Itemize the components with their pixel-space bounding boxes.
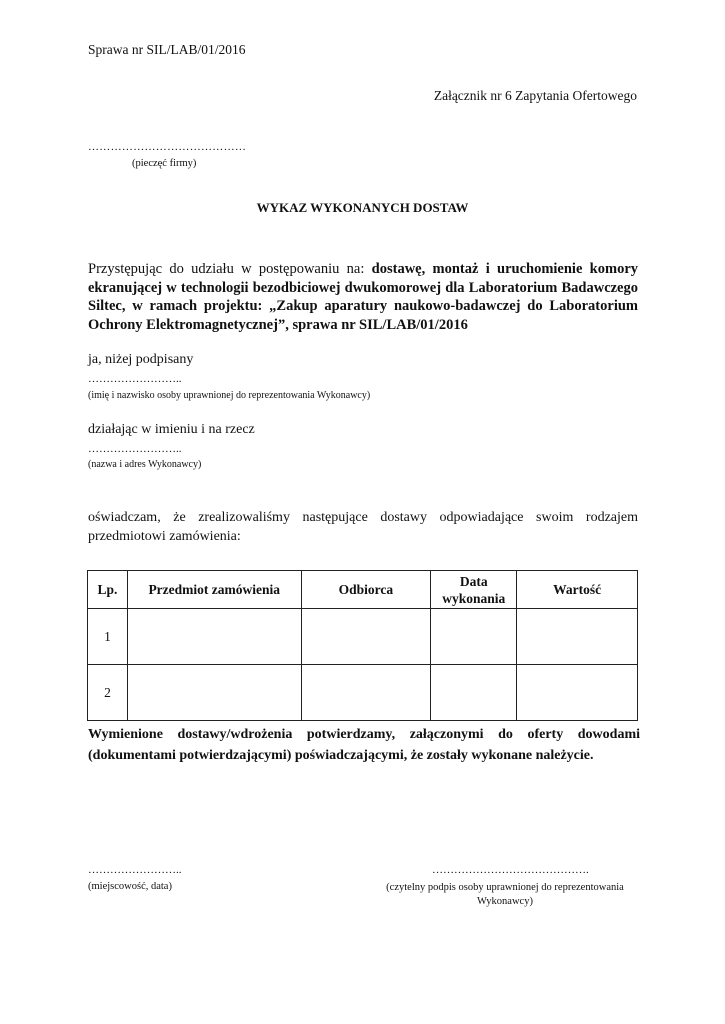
header-recipient: Odbiorca (301, 571, 431, 609)
header-date: Data wykonania (431, 571, 517, 609)
cell-recipient[interactable] (301, 609, 431, 665)
cell-subject[interactable] (127, 665, 301, 721)
intro-lead: Przystępując do udziału w postępowaniu na: (88, 261, 372, 277)
table-row (88, 665, 638, 721)
cell-recipient[interactable] (301, 665, 431, 721)
signer-label: ja, niżej podpisany (88, 352, 194, 367)
intro-subject: dostawę, montaż i uruchomienie komory ekranującej w technologii bezodbiciowej dwukomorowej dla Laboratorium Badawczego Siltec, w ramach projektu: „Zakup aparatury naukowo-badawczej do Laboratorium Ochrony Elektromagnetycznej”, sprawa nr SIL/LAB/01/2016 (88, 261, 639, 333)
signer-caption: (imię i nazwisko osoby uprawnionej do reprezentowania Wykonawcy) (88, 390, 371, 401)
cell-lp: 2 (88, 665, 128, 721)
cell-value[interactable] (517, 609, 638, 665)
place-date-field[interactable]: …………………….. (88, 864, 182, 876)
statement-paragraph: oświadczam, że zrealizowaliśmy następujące dostawy odpowiadające swoim rodzajem przedmiotowi zamówienia: (88, 510, 638, 544)
table-header-row (88, 571, 638, 609)
acting-label: działając w imieniu i na rzecz (88, 422, 255, 437)
cell-value[interactable] (517, 665, 638, 721)
signer-name-field[interactable]: …………………….. (88, 373, 182, 385)
company-stamp-caption: (pieczęć firmy) (132, 158, 197, 169)
annex-label: Załącznik nr 6 Zapytania Ofertowego (433, 88, 637, 103)
cell-date[interactable] (431, 609, 517, 665)
cell-date[interactable] (431, 665, 517, 721)
cell-lp: 1 (88, 609, 128, 665)
contractor-name-field[interactable]: …………………….. (88, 443, 182, 455)
header-lp: Lp. (88, 571, 128, 609)
signature-caption: (czytelny podpis osoby uprawnionej do reprezentowania Wykonawcy) (386, 882, 624, 907)
place-date-caption: (miejscowość, data) (88, 881, 172, 892)
case-reference: Sprawa nr SIL/LAB/01/2016 (88, 42, 246, 57)
intro-paragraph (88, 260, 638, 334)
signature-field[interactable]: ……………………………………. (432, 864, 589, 876)
page-title: WYKAZ WYKONANYCH DOSTAW (256, 200, 469, 215)
deliveries-table (87, 570, 638, 721)
company-stamp-field[interactable]: …………………………………… (88, 141, 247, 153)
header-subject: Przedmiot zamówienia (127, 571, 301, 609)
header-value: Wartość (517, 571, 638, 609)
table-row (88, 609, 638, 665)
cell-subject[interactable] (127, 609, 301, 665)
confirmation-paragraph: Wymienione dostawy/wdrożenia potwierdzamy, załączonymi do oferty dowodami (dokumentami potwierdzającymi) poświadczającymi, że zostały wykonane należycie. (88, 727, 640, 763)
contractor-caption: (nazwa i adres Wykonawcy) (88, 459, 202, 470)
